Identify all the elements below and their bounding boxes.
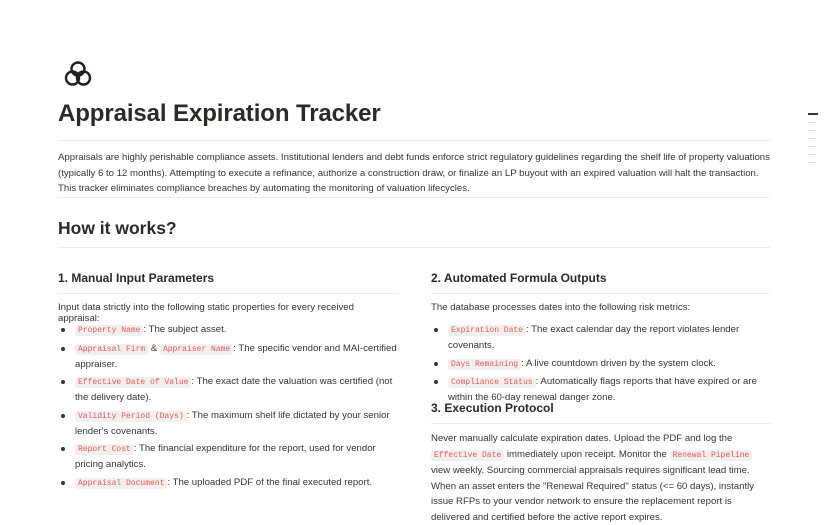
list-item: Property Name : The subject asset. bbox=[58, 322, 398, 338]
divider bbox=[431, 293, 771, 294]
bullet-icon bbox=[61, 380, 65, 384]
toc-tick[interactable] bbox=[808, 138, 816, 139]
view-code: Renewal Pipeline bbox=[670, 450, 753, 461]
list-item: Report Cost : The financial expenditure for the report, used for vendor pricing analytics. bbox=[58, 441, 398, 472]
divider bbox=[58, 293, 398, 294]
toc-tick[interactable] bbox=[808, 146, 816, 147]
bullet-icon bbox=[61, 347, 65, 351]
automated-outputs-lead: The database processes dates into the following risk metrics: bbox=[431, 302, 691, 313]
bullet-icon bbox=[61, 447, 65, 451]
list-item: Days Remaining : A live countdown driven by the system clock. bbox=[431, 356, 771, 372]
execution-protocol-heading: 3. Execution Protocol bbox=[431, 401, 554, 415]
manual-inputs-lead: Input data strictly into the following static properties for every received appraisal: bbox=[58, 302, 354, 324]
automated-outputs-heading: 2. Automated Formula Outputs bbox=[431, 271, 607, 285]
toc-tick[interactable] bbox=[808, 162, 816, 163]
bullet-icon bbox=[434, 362, 438, 366]
property-code: Appraiser Name bbox=[160, 344, 233, 355]
execution-protocol-paragraph: Never manually calculate expiration dates. Upload the PDF and log the Effective Date immediately upon receipt. Monitor the Renewal Pipeline view weekly. Sourcing commercial appraisals requires significant lead time. When an asset enters the "Renewal Required" status (<= 60 days), instantly issue RFPs to your vendor network to ensure the replacement report is delivered and certified before the active report expires. bbox=[431, 433, 755, 523]
toc-tick[interactable] bbox=[808, 130, 816, 131]
property-code: Days Remaining bbox=[448, 359, 521, 370]
how-it-works-heading: How it works? bbox=[58, 218, 177, 238]
table-of-contents-scroll-indicator[interactable] bbox=[808, 113, 818, 170]
trefoil-knot-icon[interactable] bbox=[62, 58, 94, 90]
property-code: Effective Date bbox=[431, 450, 504, 461]
divider bbox=[431, 423, 771, 424]
bullet-icon bbox=[61, 414, 65, 418]
divider bbox=[58, 197, 770, 198]
bullet-icon bbox=[61, 481, 65, 485]
divider bbox=[58, 140, 770, 141]
bullet-icon bbox=[61, 328, 65, 332]
automated-outputs-list bbox=[431, 322, 771, 408]
bullet-icon bbox=[434, 380, 438, 384]
property-code: Effective Date of Value bbox=[75, 377, 191, 388]
property-code: Appraisal Document bbox=[75, 478, 167, 489]
list-item: Validity Period (Days) : The maximum shelf life dictated by your senior lender's covenants. bbox=[58, 408, 398, 439]
list-item: Expiration Date : The exact calendar day the report violates lender covenants. bbox=[431, 322, 771, 353]
toc-tick[interactable] bbox=[808, 154, 816, 155]
toc-tick-active[interactable] bbox=[808, 113, 818, 115]
bullet-icon bbox=[434, 328, 438, 332]
property-code: Report Cost bbox=[75, 444, 134, 455]
list-item: Appraisal Firm & Appraiser Name : The specific vendor and MAI-certified appraiser. bbox=[58, 341, 398, 372]
property-code: Validity Period (Days) bbox=[75, 411, 187, 422]
property-code: Expiration Date bbox=[448, 325, 526, 336]
property-code: Property Name bbox=[75, 325, 143, 336]
property-code: Appraisal Firm bbox=[75, 344, 148, 355]
property-code: Compliance Status bbox=[448, 377, 536, 388]
manual-inputs-list bbox=[58, 322, 398, 493]
list-item: Appraisal Document : The uploaded PDF of the final executed report. bbox=[58, 475, 398, 491]
divider bbox=[58, 247, 770, 248]
toc-tick[interactable] bbox=[808, 122, 816, 123]
list-item: Effective Date of Value : The exact date the valuation was certified (not the delivery date). bbox=[58, 374, 398, 405]
list-item: Compliance Status : Automatically flags reports that have expired or are within the 60-day renewal danger zone. bbox=[431, 374, 771, 405]
manual-inputs-heading: 1. Manual Input Parameters bbox=[58, 271, 215, 285]
page-title: Appraisal Expiration Tracker bbox=[58, 100, 381, 127]
intro-paragraph: Appraisals are highly perishable compliance assets. Institutional lenders and debt funds enforce strict regulatory guidelines regarding the shelf life of property valuations (typically 6 to 12 months). Attempting to execute a refinance, authorize a construction draw, or finalize an LP buyout with an expired valuation will halt the transaction. This tracker eliminates compliance breaches by automating the monitoring of valuation lifecycles. bbox=[58, 152, 770, 194]
